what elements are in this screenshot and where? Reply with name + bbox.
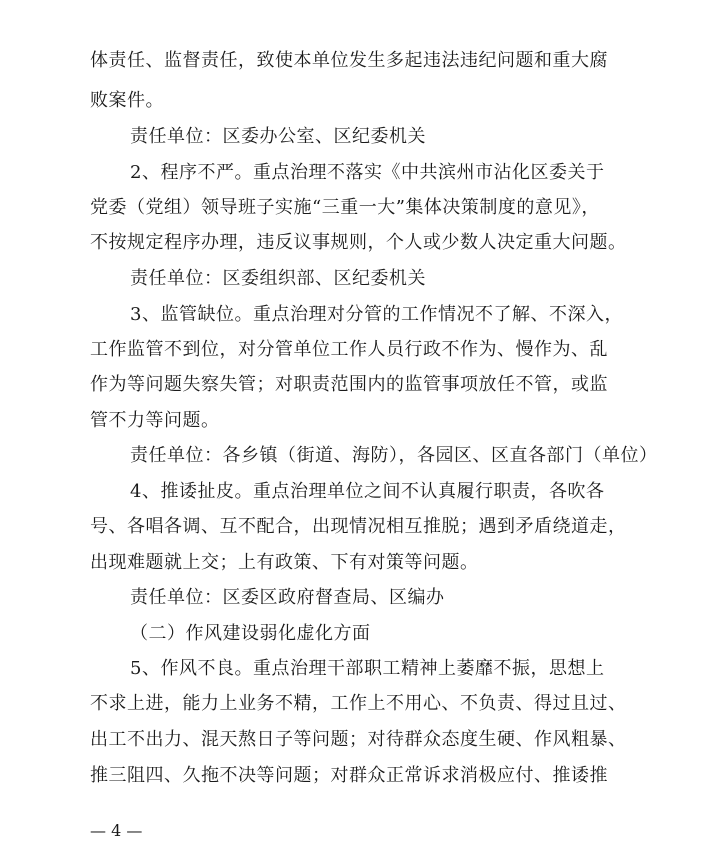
text-line: 2、程序不严。重点治理不落实《中共滨州市沾化区委关于 xyxy=(130,162,605,183)
text-line: 不求上进，能力上业务不精，工作上不用心、不负责、得过且过、 xyxy=(90,693,627,714)
text-line: 3、监管缺位。重点治理对分管的工作情况不了解、不深入， xyxy=(130,304,623,325)
text-line: 5、作风不良。重点治理干部职工精神上萎靡不振，思想上 xyxy=(130,658,605,679)
text-line: 党委（党组）领导班子实施“三重一大”集体决策制度的意见》， xyxy=(90,197,600,218)
text-line: 工作监管不到位，对分管单位工作人员行政不作为、慢作为、乱 xyxy=(90,339,608,360)
text-line: 责任单位：区委区政府督查局、区编办 xyxy=(130,587,445,608)
text-line: 责任单位：区委办公室、区纪委机关 xyxy=(130,126,426,147)
text-line: 管不力等问题。 xyxy=(90,410,220,431)
text-line: 败案件。 xyxy=(90,90,164,111)
text-line: 出现难题就上交；上有政策、下有对策等问题。 xyxy=(90,552,479,573)
section-heading: （二）作风建设弱化虚化方面 xyxy=(130,623,371,644)
text-line: 号、各唱各调、互不配合，出现情况相互推脱；遇到矛盾绕道走， xyxy=(90,516,627,537)
text-line: 不按规定程序办理，违反议事规则，个人或少数人决定重大问题。 xyxy=(90,232,627,253)
text-line: 4、推诿扯皮。重点治理单位之间不认真履行职责，各吹各 xyxy=(130,481,605,502)
text-line: 作为等问题失察失管；对职责范围内的监管事项放任不管，或监 xyxy=(90,374,608,395)
text-line: 出工不出力、混天熬日子等问题；对待群众态度生硬、作风粗暴、 xyxy=(90,729,627,750)
page-number: — 4 — xyxy=(90,821,143,840)
text-line: 推三阻四、久拖不决等问题；对群众正常诉求消极应付、推诿推 xyxy=(90,765,608,786)
text-line: 责任单位：区委组织部、区纪委机关 xyxy=(130,268,426,289)
text-line: 责任单位：各乡镇（街道、海防），各园区、区直各部门（单位） xyxy=(130,445,658,466)
text-line: 体责任、监督责任，致使本单位发生多起违法违纪问题和重大腐 xyxy=(90,50,608,71)
